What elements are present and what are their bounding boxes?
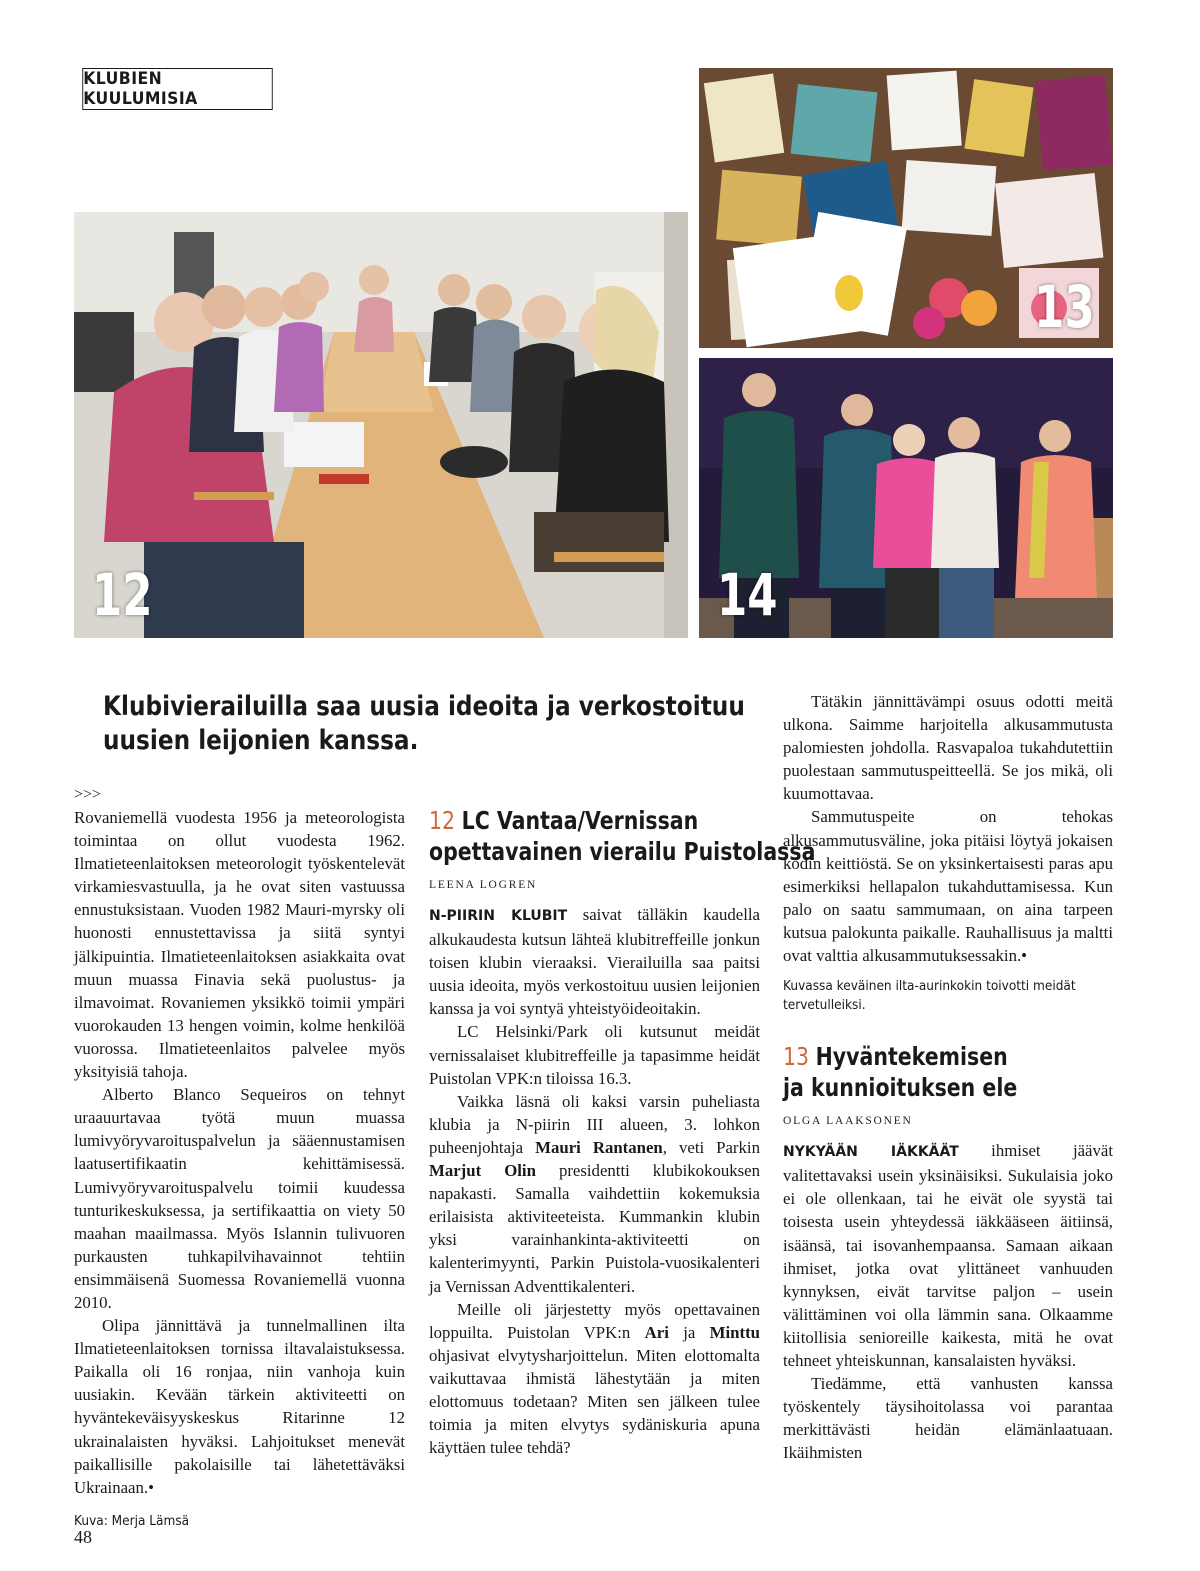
article-12-paragraph-2: LC Helsinki/Park oli kutsunut meidät vernissalaiset klubitreffeille ja tapasimme heidät Puistolan VPK:n tiloissa 16.3. (429, 1022, 760, 1088)
article-12-byline: LEENA LOGREN (429, 879, 538, 891)
p4-text-a: Meille oli järjestetty myös opettavainen loppuilta. Puistolan VPK:n (429, 1299, 760, 1342)
col3-body (783, 690, 1113, 967)
photo-number-14: 14 (717, 561, 778, 629)
article-13-paragraph-2: Tiedämme, että vanhusten kanssa työskentely täysihoitolassa voi parantaa merkittävästi heidän elämänlaatuaan. Ikäihmisten (783, 1374, 1113, 1463)
photo-number-13: 13 (1034, 273, 1095, 341)
column-3 (783, 690, 1113, 1464)
p3-text-a: Vaikka läsnä oli kaksi varsin puheliasta klubia ja N-piirin III alueen, 3. lohkon puheenjohtaja (429, 1091, 760, 1157)
article-13-number: 13 (783, 1042, 810, 1072)
article-13-kicker: NYKYÄÄN IÄKKÄÄT (783, 1144, 959, 1161)
photo-13-cards (699, 68, 1113, 348)
p4-text-b: ja (668, 1322, 710, 1342)
photo-12-meeting (74, 212, 688, 638)
col3-caption: Kuvassa keväinen ilta-aurinkokin toivotti meidät tervetulleiksi. (783, 978, 1076, 1014)
article-13-p1-text: ihmiset jäävät valitettavaksi usein yksinäisiksi. Sukulaisia joko ei ole ollenkaan, tai he eivät ole syystä tai toisesta usein yhteydessä iäkkääseen äitiinsä, isäänsä, tai isovanhempaansa. Samaan aikaan ihmiset, jotka ovat ylittäneet vanhuuden kynnyksen, eivät tarvitse paljon – usein välittäminen voi olla lämmin sana. Olkaamme kiitollisia senioreille kaikesta, mitä he ovat tehneet yhteiskunnan, kansalaisten hyväksi. (783, 1141, 1113, 1370)
lead-text (103, 690, 745, 758)
article-12-kicker: N-PIIRIN KLUBIT (429, 908, 568, 924)
article-12-number: 12 (429, 806, 456, 835)
col3-paragraph-2: Sammutuspeite on tehokas alkusammutusväline, joka pitäisi löytyä jokaisen kodin keittiöstä. Se on yksinkertaisesti paras apu esimerkiksi hellapalon tukahduttamisessa. Kun palo on saatu sammumaan, on aina tarpeen kutsua palokunta paikalle. Rauhallisuus ja maltti ovat valttia alkusammutuksessakin.• (783, 807, 1113, 966)
photo-14-group (699, 358, 1113, 638)
article-12-body (429, 903, 760, 1459)
person-name: Minttu (709, 1322, 760, 1342)
p3-text-b: , veti Parkin (662, 1137, 760, 1157)
photo-credit: Kuva: Merja Lämsä (74, 1512, 190, 1529)
col3-paragraph-1: Tätäkin jännittävämpi osuus odotti meitä ulkona. Saimme harjoitella alkusammutusta palomiesten johdolla. Rasvapaloa tukahdutettiin puolestaan sammutuspeitteellä. Se jos mikä, oli kuumottavaa. (783, 692, 1113, 804)
meeting-illustration (74, 212, 688, 638)
article-12-p1-text: saivat tälläkin kaudella alkukaudesta kutsun lähteä klubitreffeille jonkun toisen klubin vieraaksi. Vierailuilla saa paitsi uusia ideoita, myös verkostoituu uusien leijonien kanssa ja voi syntyä yhteistyöideoitakin. (429, 905, 761, 1019)
article-13-title-line-2: ja kunnioituksen ele (783, 1073, 1018, 1103)
article-13-paragraph-1 (783, 1139, 1113, 1372)
article-12-paragraph-1 (429, 903, 760, 1020)
photo-number-12: 12 (92, 561, 153, 629)
article-12-title-line-1: LC Vantaa/Vernissan (461, 806, 699, 835)
lead-line-1: Klubivierailuilla saa uusia ideoita ja verkostoituu (103, 691, 745, 722)
article-13-body (783, 1139, 1113, 1464)
continued-arrows: >>> (74, 786, 102, 803)
col1-paragraph-1: Rovaniemellä vuodesta 1956 ja meteorologista toimintaa on ollut vuodesta 1962. Ilmatieteenlaitoksen meteorologit työskentelevät virkamiesvastuulla, ja he ovat siten vastuussa ennustuksistaan. Vuoden 1982 Mauri-myrsky oli huonosti ennustettavissa ja siitä syntyi jälkipuintia. Ilmatieteenlaitoksen asiakkaita ovat muun muassa Finavia sekä puolustus- ja ilmavoimat. Rovaniemen yksikkö toimii ympäri vuorokauden 13 hengen voimin, kolme henkilöä vuorossa. Ilmatieteenlaitos palvelee myös yksityisiä tahoja. (74, 808, 405, 1082)
lead-line-2: uusien leijonien kanssa. (103, 725, 419, 756)
person-name: Ari (644, 1322, 669, 1342)
page-number: 48 (74, 1527, 92, 1547)
article-13-title (783, 1041, 1054, 1103)
col1-paragraph-3: Olipa jännittävä ja tunnelmallinen ilta Ilmatieteenlaitoksen tornissa iltavalaistuksessa. Paikalla oli 16 ronjaa, niin vanhoja kuin uusiakin. Kevään tärkein aktiviteetti on hyväntekeväisyyskeskus Ritarinne 12 ukrainalaisten hyväksi. Lahjoitukset menevät paikallisille pakolaisille tai lähetettäväksi Ukrainaan.• (74, 1316, 405, 1497)
article-13-byline: OLGA LAAKSONEN (783, 1115, 913, 1128)
article-13 (783, 1041, 1113, 1464)
section-tag: KLUBIEN KUULUMISIA (82, 68, 272, 110)
person-name: Marjut Olin (429, 1161, 536, 1181)
column-1 (74, 783, 405, 1531)
article-12-paragraph-3 (429, 1090, 760, 1298)
article-12-paragraph-4 (429, 1298, 760, 1460)
p3-text-c: presidentti klubikokouksen napakasti. Samalla vaihdettiin kokemuksia erilaisista aktiviteeteista. Kummankin klubin yksi varainhankinta-aktiviteetti on kalenterimyynti, Parkin Puistola-vuosikalenteri ja Vernissan Adventtikalenteri. (429, 1161, 761, 1296)
article-12-title (429, 805, 816, 867)
article-12-title-line-2: opettavainen vierailu Puistolassa (429, 837, 816, 866)
p4-text-c: ohjasivat elvytysharjoittelun. Miten elottomalta vaikuttavaa ihmistä lähestytään ja miten elottomuus todetaan? Miten sen jälkeen tulee toimia ja miten elvytys sydäniskuria apuna käyttäen tulee tehdä? (429, 1345, 760, 1458)
col1-paragraph-2: Alberto Blanco Sequeiros on tehnyt uraauurtavaa työtä muun muassa lumivyöryvaroituspalvelun ja sääennustamisen laatusertifikaatin kehittämisessä. Lumivyöryvaroituspalvelu toimii kuudessa tunturikeskuksessa, ja sertifikaattia on viety 50 maahan maailmassa. Myös Islannin tulivuoren purkausten tuhkapilvihavainnot tehtiin ensimmäisenä Suomessa Rovaniemellä vuonna 2010. (74, 1085, 405, 1312)
article-13-title-line-1: Hyväntekemisen (815, 1042, 1008, 1072)
person-name: Mauri Rantanen (535, 1137, 663, 1157)
